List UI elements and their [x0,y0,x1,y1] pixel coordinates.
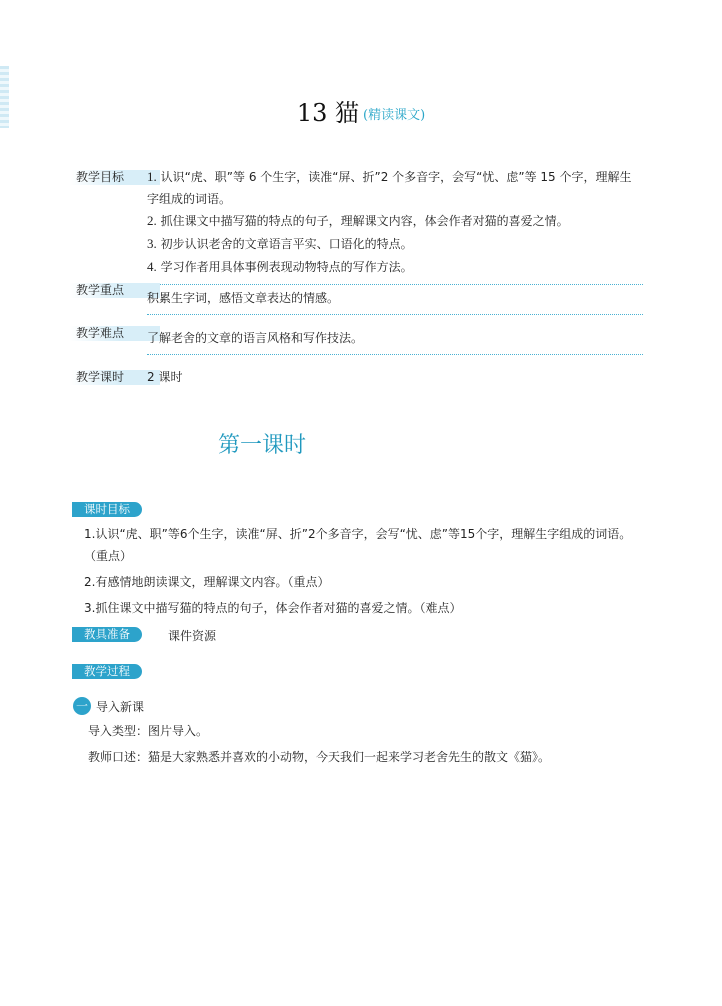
key-points-label: 教学重点 [70,283,160,298]
difficulties-label: 教学难点 [70,326,160,341]
row-divider [147,314,643,315]
step-number-badge: 一 [73,697,91,715]
step-title: 导入新课 [96,700,145,714]
periods-text: 2 课时 [147,370,183,384]
goal-item: 3. 初步认识老舍的文章语言平实、口语化的特点。 [147,236,413,251]
lesson1-heading: 第一课时 [218,433,307,458]
row-divider [147,354,643,355]
difficulties-text: 了解老舍的文章的语言风格和写作技法。 [147,331,364,345]
periods-label: 教学课时 [70,370,160,385]
objectives-label: 课时目标 [72,502,142,517]
step-line: 导入类型：图片导入。 [88,724,209,738]
objective-item: 2.有感情地朗读课文，理解课文内容。（重点） [84,575,330,589]
lesson-type-label: (精读课文) [363,108,426,123]
tools-label: 教具准备 [72,627,142,642]
goal-item: 2. 抓住课文中描写猫的特点的句子，理解课文内容，体会作者对猫的喜爱之情。 [147,213,569,228]
page-title [0,93,722,128]
lesson-title: 13 猫 [296,99,359,127]
key-points-text: 积累生字词，感悟文章表达的情感。 [147,291,340,305]
row-divider [147,284,643,285]
step-line: 教师口述：猫是大家熟悉并喜欢的小动物，今天我们一起来学习老舍先生的散文《猫》。 [88,750,551,764]
tools-text: 课件资源 [168,629,217,643]
goal-item: 4. 学习作者用具体事例表现动物特点的写作方法。 [147,259,413,274]
objective-item: 3.抓住课文中描写猫的特点的句子，体会作者对猫的喜爱之情。（难点） [84,601,462,615]
process-label: 教学过程 [72,664,142,679]
goal-item: 1. 认识“虎、职”等 6 个生字，读准“屏、折”2 个多音字，会写“忧、虑”等 15 个字，理解生字组成的词语。 [147,169,632,206]
objective-item: 1.认识“虎、职”等6个生字，读准“屏、折”2个多音字，会写“忧、虑”等15个字，理解生字组成的词语。（重点） [84,527,632,563]
goals-label: 教学目标 [70,170,160,185]
